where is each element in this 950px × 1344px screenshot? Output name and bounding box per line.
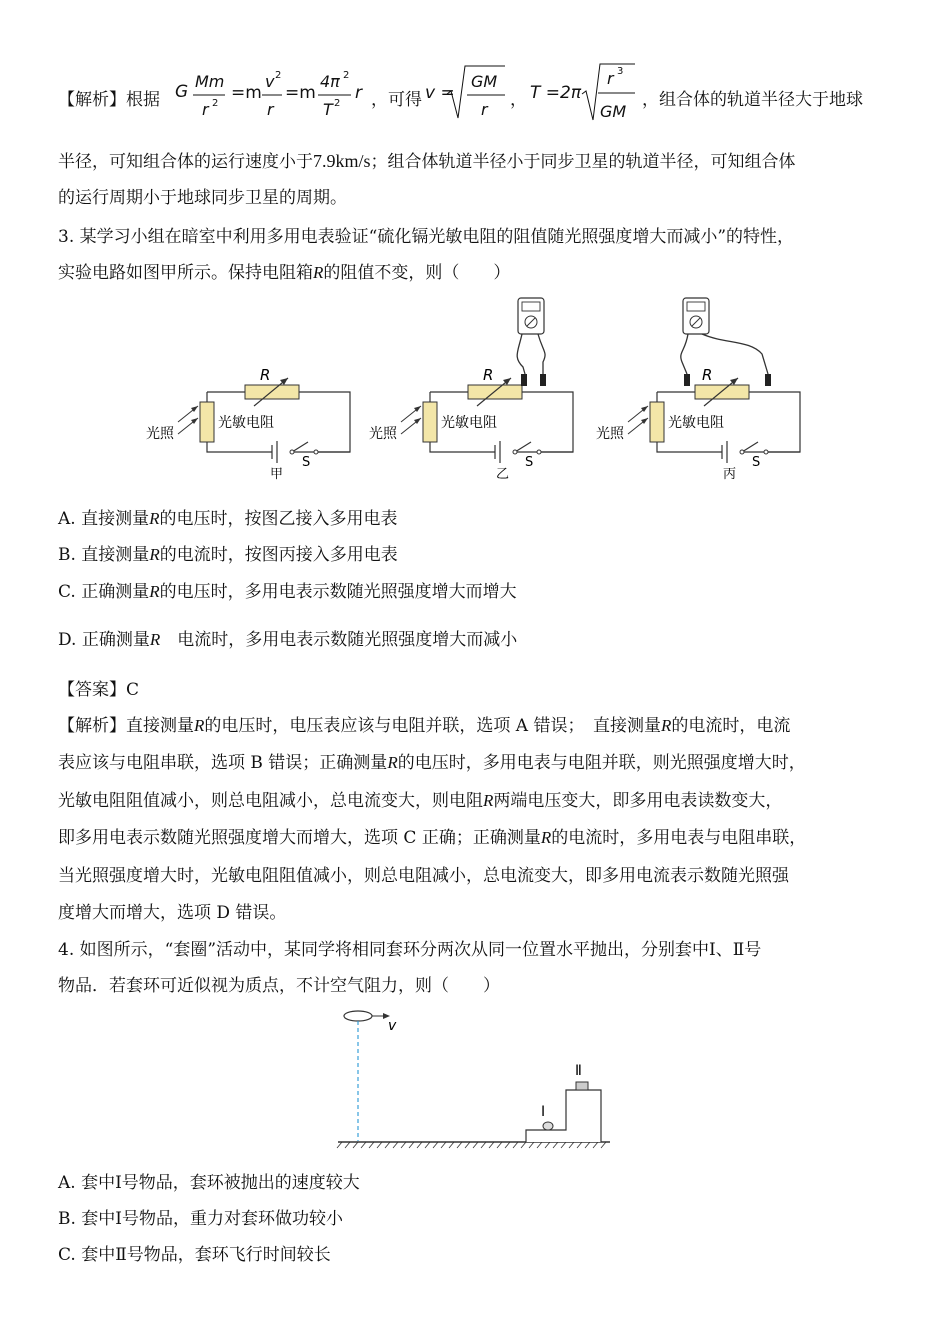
formula-v: v (265, 72, 275, 91)
svg-text:光敏电阻: 光敏电阻 (668, 415, 724, 431)
switch-label: S (302, 455, 311, 470)
q3-stem-line-2: 实验电路如图甲所示。保持电阻箱R的阻值不变，则（ ） (58, 263, 511, 283)
circuit-figure (140, 292, 820, 492)
formula-r2: r (267, 100, 274, 119)
q3-analysis-line-5: 当光照强度增大时，光敏电阻阻值减小，则总电阻减小，总电流变大，即多用电流表示数随光照强 (58, 866, 789, 886)
item-I (543, 1122, 553, 1130)
circuit-jia (146, 366, 350, 482)
q3-option-c[interactable]: C. 正确测量R的电压时，多用电表示数随光照强度增大而增大 (58, 582, 517, 602)
q4-option-c[interactable]: C. 套中Ⅱ号物品，套环飞行时间较长 (58, 1245, 331, 1265)
formula-GM2: GM (600, 102, 627, 121)
circuit-bing (596, 298, 800, 482)
formula-4pi: 4π (320, 72, 340, 91)
ring (344, 1011, 372, 1021)
q3-stem-line-1: 3. 某学习小组在暗室中利用多用电表验证“硫化镉光敏电阻的阻值随光照强度增大而减小”的特性， (58, 227, 795, 247)
q3-analysis-line-6: 度增大而增大，选项 D 错误。 (58, 903, 287, 923)
caption-jia: 甲 (270, 467, 284, 482)
formula-eq1: =m (231, 83, 262, 103)
q3-answer: 【答案】C (58, 680, 140, 700)
formula-T-sq: 2 (334, 98, 341, 109)
multimeter (683, 298, 709, 334)
display-stand (526, 1090, 601, 1142)
formula-T-eq: T =2π (530, 83, 582, 103)
multimeter (518, 298, 544, 334)
formula-cube: 3 (617, 66, 624, 77)
ring-toss-figure (330, 1004, 620, 1154)
light-label: 光照 (146, 426, 174, 442)
label-I: Ⅰ (541, 1104, 546, 1120)
formula-r-tail: r (355, 83, 362, 103)
speed-value: 7.9km/s (313, 151, 371, 171)
formula-v-sq: 2 (275, 70, 282, 81)
formula-v-eq: v = (425, 83, 455, 103)
formula-pi-sq: 2 (343, 70, 350, 81)
svg-text:光照: 光照 (369, 426, 397, 442)
svg-text:S: S (752, 455, 761, 470)
q3-analysis-line-3: 光敏电阻阻值减小，则总电阻减小，总电流变大，则电阻R两端电压变大，即多用电表读数变大， (58, 791, 783, 811)
solution-line-2: 半径，可知组合体的运行速度小于7.9km/s；组合体轨道半径小于同步卫星的轨道半径，可知组合体 (58, 151, 796, 172)
solution-tag: 【解析】根据 (58, 90, 160, 110)
q3-option-b[interactable]: B. 直接测量R的电流时，按图丙接入多用电表 (58, 545, 398, 565)
item-II (576, 1082, 588, 1090)
formula-r3: r (607, 69, 614, 88)
q4-option-b[interactable]: B. 套中Ⅰ号物品，重力对套环做功较小 (58, 1209, 344, 1229)
q3-analysis-line-2: 表应该与电阻串联，选项 B 错误；正确测量R的电压时，多用电表与电阻并联，则光照强度增大时， (58, 753, 806, 773)
q4-stem-line-2: 物品．若套环可近似视为质点，不计空气阻力，则（ ） (58, 976, 500, 996)
q3-option-a[interactable]: A. 直接测量R的电压时，按图乙接入多用电表 (58, 509, 398, 529)
caption-bing: 丙 (723, 467, 737, 482)
solution-line-1 (58, 88, 160, 112)
svg-text:光敏电阻: 光敏电阻 (441, 415, 497, 431)
circuit-yi (369, 298, 573, 482)
formula-sep-3: ，组合体的轨道半径大于地球 (642, 90, 863, 110)
label-II: Ⅱ (575, 1063, 582, 1079)
caption-yi: 乙 (496, 467, 510, 482)
photoresistor-label: 光敏电阻 (218, 415, 274, 431)
formula-sep-2: ， (510, 90, 527, 110)
formula-r: r (202, 100, 209, 119)
velocity-label: v (388, 1018, 397, 1034)
formula-G: G (175, 82, 189, 102)
formula-T: T (323, 100, 333, 119)
q4-stem-line-1: 4. 如图所示，“套圈”活动中，某同学将相同套环分两次从同一位置水平抛出，分别套中Ⅰ、Ⅱ号 (58, 940, 762, 960)
q3-option-d[interactable]: D. 正确测量R 电流时，多用电表示数随光照强度增大而减小 (58, 630, 518, 650)
formula-sep-1: ，可得 (371, 90, 422, 110)
formula-r-den: r (481, 100, 488, 119)
svg-text:R: R (702, 366, 713, 384)
svg-text:光照: 光照 (596, 426, 624, 442)
q3-analysis-line-1: 【解析】直接测量R的电压时，电压表应该与电阻并联，选项 A 错误； 直接测量R的电流时，电流 (58, 716, 791, 736)
q4-option-a[interactable]: A. 套中Ⅰ号物品，套环被抛出的速度较大 (58, 1173, 360, 1193)
svg-text:S: S (525, 455, 534, 470)
formula-Mm: Mm (195, 72, 225, 91)
solution-line-3: 的运行周期小于地球同步卫星的周期。 (58, 188, 347, 208)
formula-eq2: =m (285, 83, 316, 103)
svg-text:R: R (483, 366, 494, 384)
formula-sq: 2 (212, 98, 219, 109)
resistor-label-R: R (260, 366, 271, 384)
q3-analysis-line-4: 即多用电表示数随光照强度增大而增大，选项 C 正确；正确测量R的电流时，多用电表与电阻串联， (58, 828, 807, 848)
formula-GM: GM (471, 72, 498, 91)
